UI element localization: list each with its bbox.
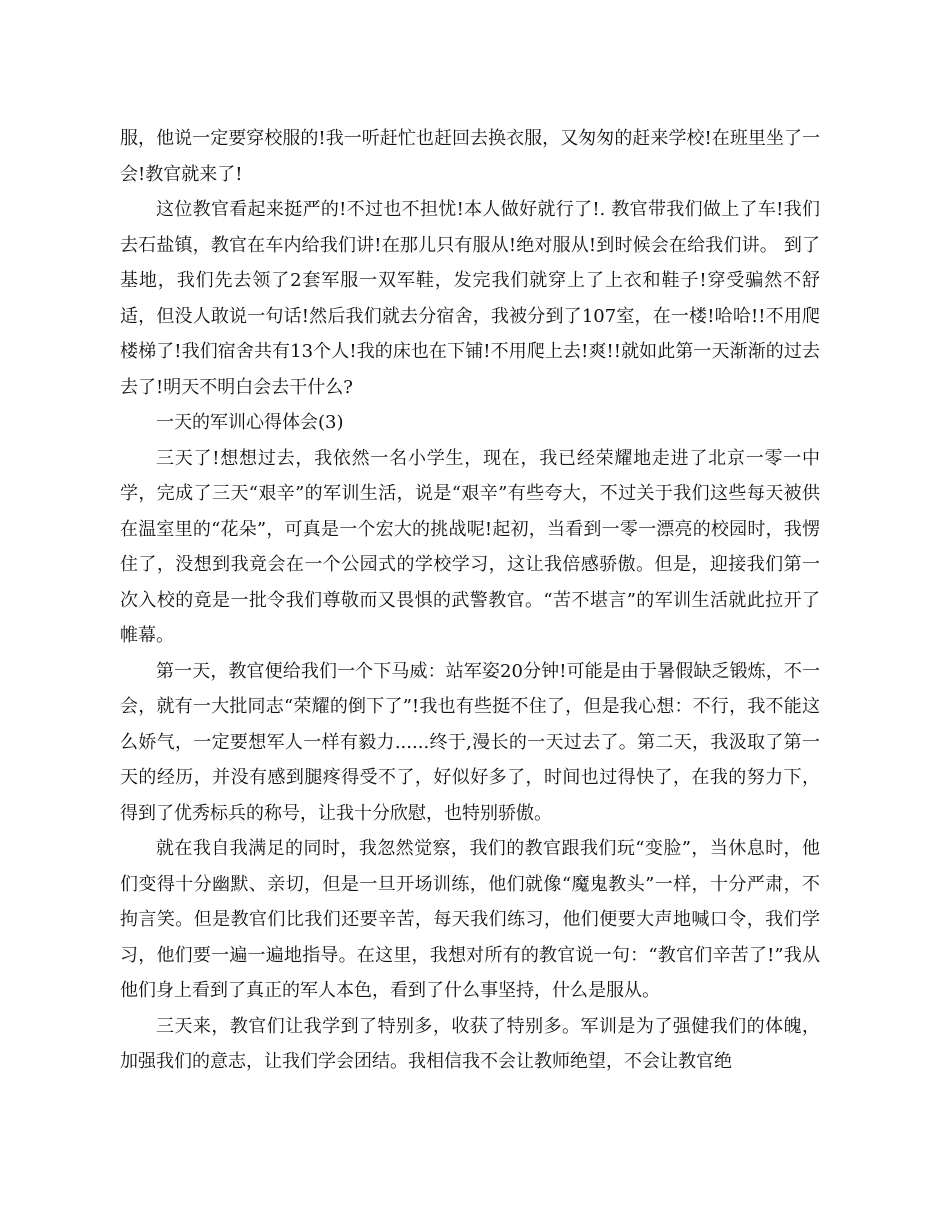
paragraph-1: 服，他说一定要穿校服的!我一听赶忙也赶回去换衣服，又匆匆的赶来学校!在班里坐了一会!教官就来了! — [120, 128, 820, 185]
document-body — [120, 121, 820, 1080]
section-heading: 一天的军训心得体会(3) — [156, 412, 344, 433]
paragraph-2: 这位教官看起来挺严的!不过也不担忧!本人做好就行了!. 教官带我们做上了车!我们去石盐镇，教官在车内给我们讲!在那儿只有服从!绝对服从!到时候会在给我们讲。 到了基地，我们先去领了2套军服一双军鞋，发完我们就穿上了上衣和鞋子!穿受骗然不舒适，但没人敢说一句话!然后我们就去分宿舍，我被分到了107室，在一楼!哈哈!!不用爬楼梯了!我们宿舍共有13个人!我的床也在下铺!不用爬上去!爽!!就如此第一天渐渐的过去去了!明天不明白会去干什么? — [120, 199, 820, 398]
paragraph-6: 三天来，教官们让我学到了特别多，收获了特别多。军训是为了强健我们的体魄，加强我们的意志，让我们学会团结。我相信我不会让教师绝望，不会让教官绝 — [120, 1015, 820, 1072]
paragraph-3: 三天了!想想过去，我依然一名小学生，现在，我已经荣耀地走进了北京一零一中学，完成了三天“艰辛”的军训生活，说是“艰辛”有些夸大，不过关于我们这些每天被供在温室里的“花朵”，可真是一个宏大的挑战呢!起初，当看到一零一漂亮的校园时，我愣住了，没想到我竟会在一个公园式的学校学习，这让我倍感骄傲。但是，迎接我们第一次入校的竟是一批令我们尊敬而又畏惧的武警教官。“苦不堪言”的军训生活就此拉开了帷幕。 — [120, 447, 820, 646]
paragraph-4: 第一天，教官便给我们一个下马威：站军姿20分钟!可能是由于暑假缺乏锻炼，不一会，就有一大批同志“荣耀的倒下了”!我也有些挺不住了，但是我心想：不行，我不能这么娇气，一定要想军人一样有毅力......终于,漫长的一天过去了。第二天，我汲取了第一天的经历，并没有感到腿疼得受不了，好似好多了，时间也过得快了，在我的努力下，得到了优秀标兵的称号，让我十分欣慰，也特别骄傲。 — [120, 660, 820, 824]
paragraph-5: 就在我自我满足的同时，我忽然觉察，我们的教官跟我们玩“变脸”，当休息时，他们变得十分幽默、亲切，但是一旦开场训练，他们就像“魔鬼教头”一样，十分严肃，不拘言笑。但是教官们比我们还要辛苦，每天我们练习，他们便要大声地喊口令，我们学习，他们要一遍一遍地指导。在这里，我想对所有的教官说一句：“教官们辛苦了!”我从他们身上看到了真正的军人本色，看到了什么事坚持，什么是服从。 — [120, 838, 820, 1001]
